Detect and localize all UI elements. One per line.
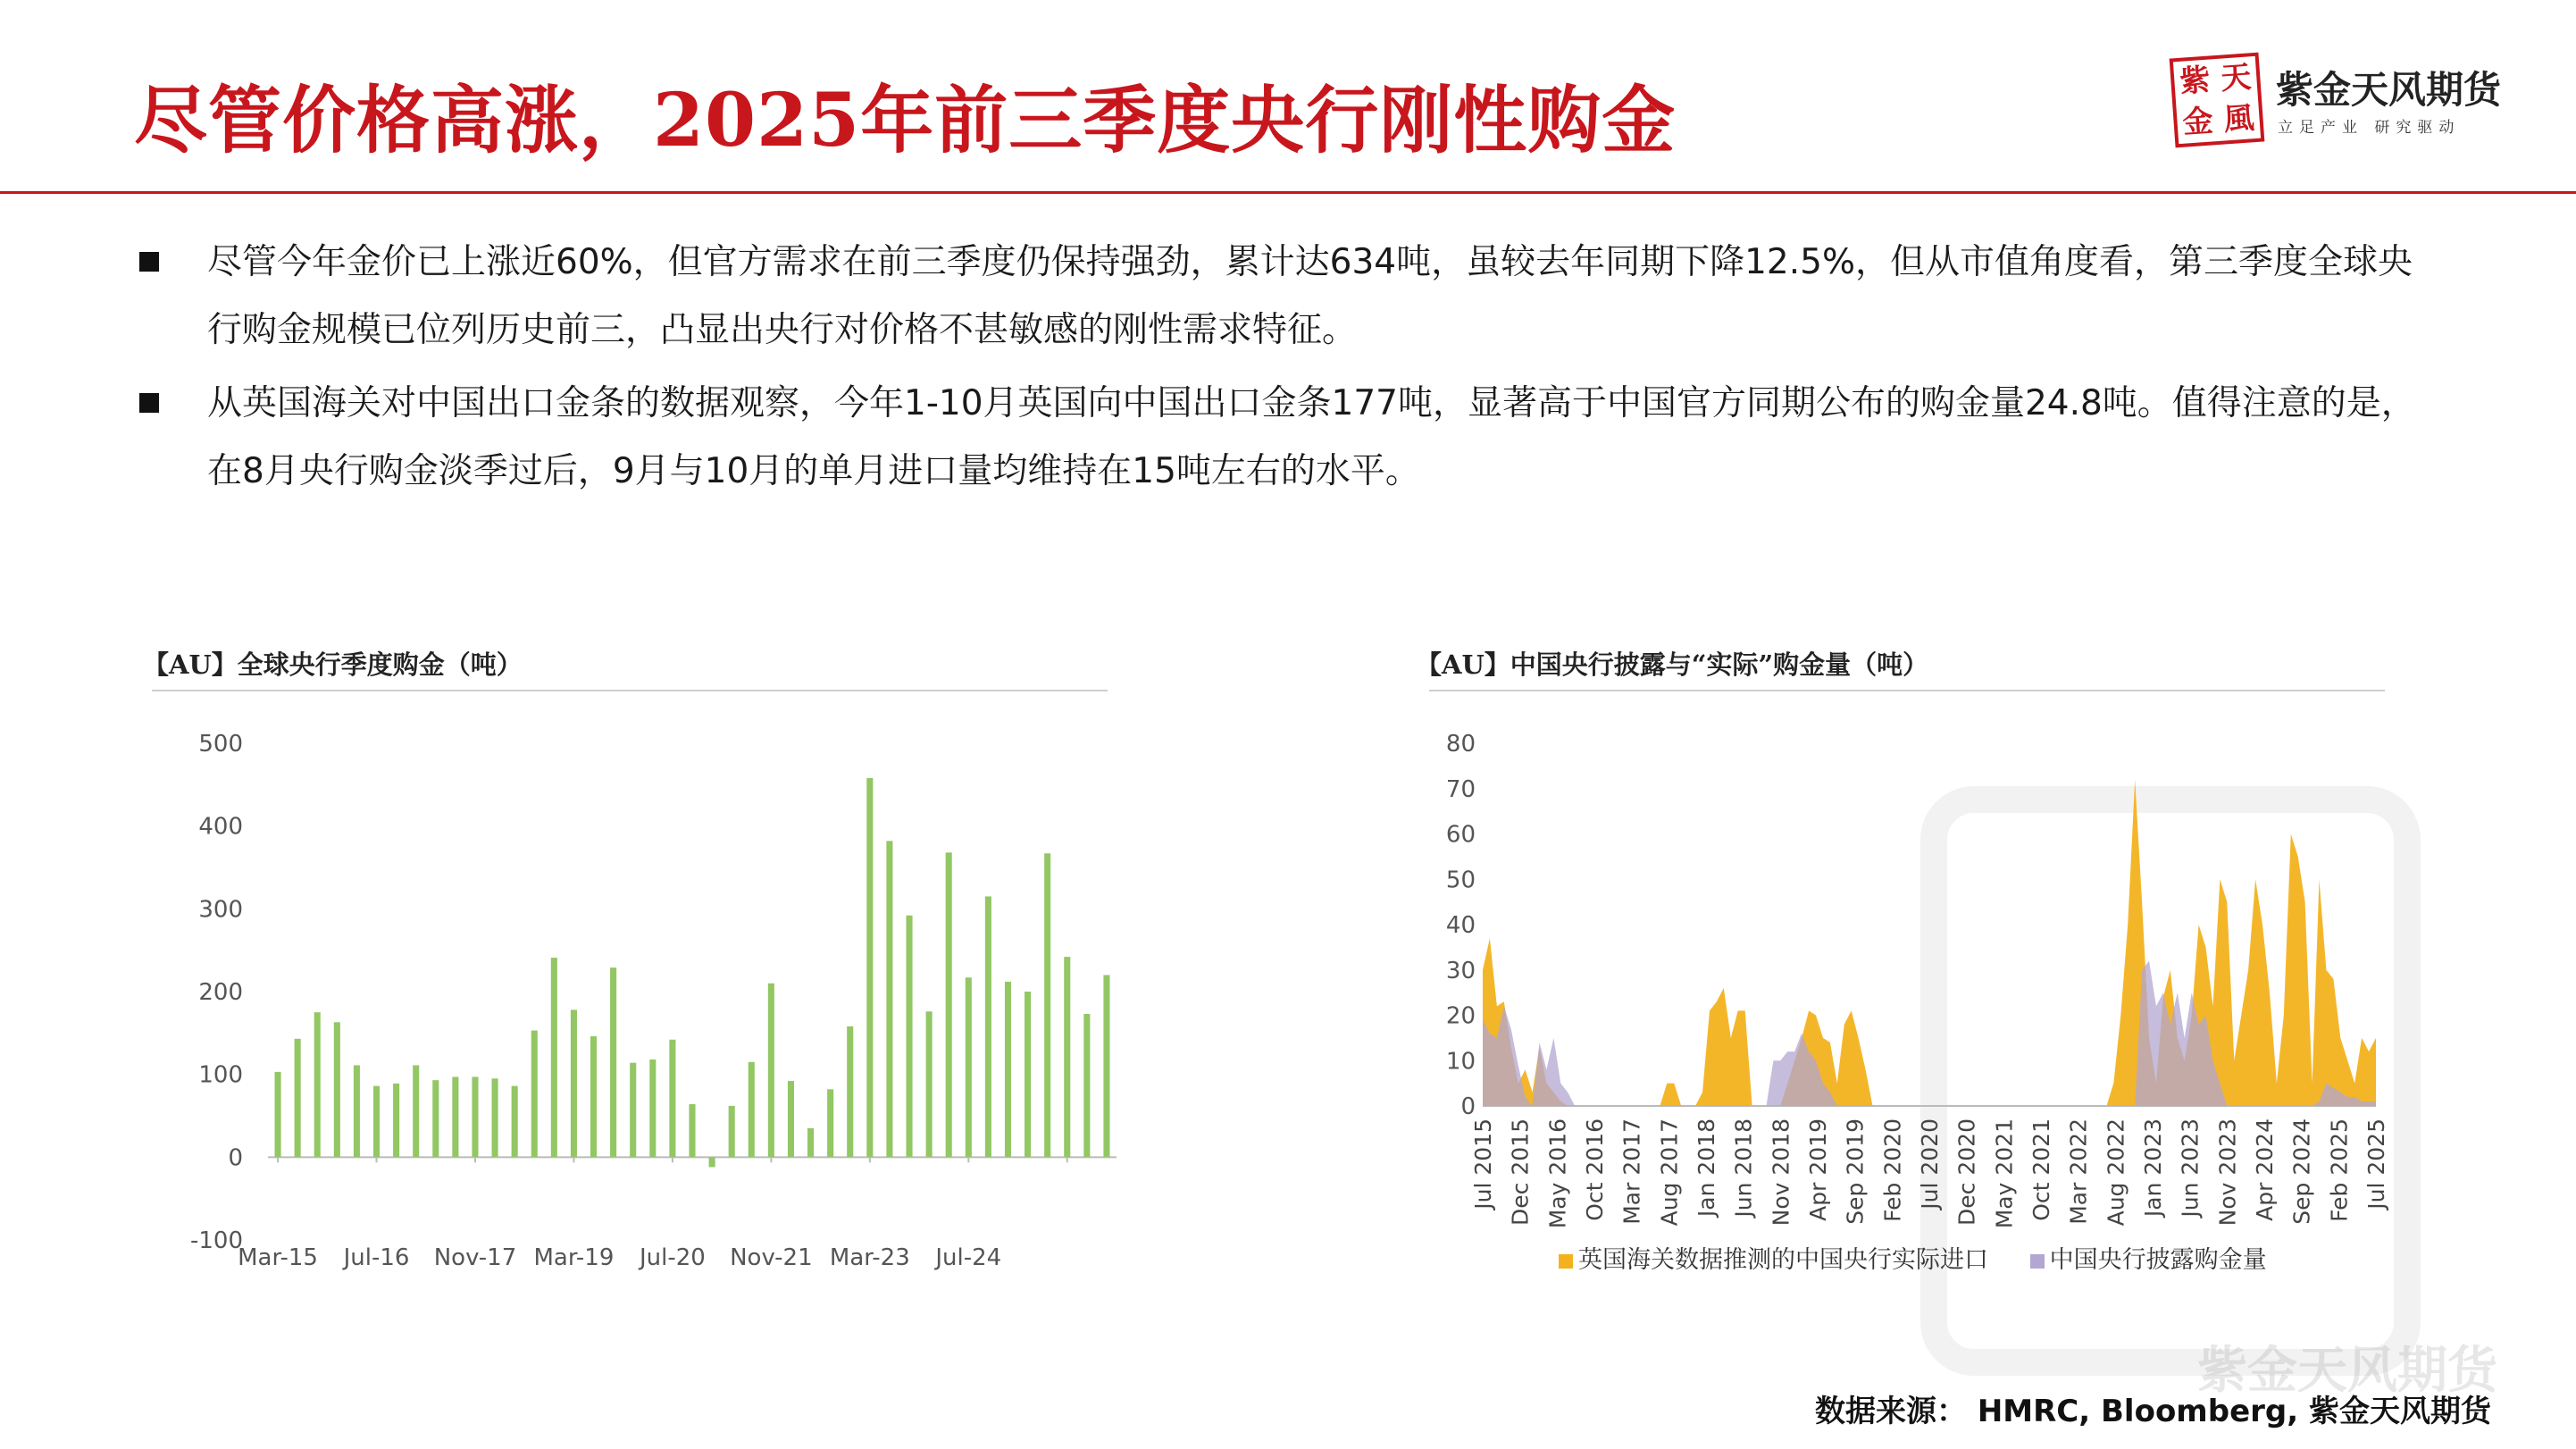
bar [334,1022,340,1157]
bar [807,1128,814,1157]
y-tick-label: 0 [1460,1093,1476,1120]
bar [314,1012,321,1157]
series-area [1483,780,2376,1106]
left-chart-rule [152,690,1108,691]
area-chart [1429,706,2412,1242]
bar [432,1080,439,1157]
x-tick-label: Jun 2023 [2177,1118,2204,1218]
y-tick-label: 0 [228,1144,243,1172]
y-tick-label: 80 [1445,731,1476,758]
watermark-text: 紫金天风期货 [2197,1342,2497,1400]
bar [275,1072,281,1157]
bar [373,1086,380,1158]
x-tick-label: Mar-23 [829,1244,910,1271]
y-tick-label: 30 [1445,957,1476,984]
bar [966,977,972,1157]
bar [590,1036,597,1157]
logo-seal-char: 紫 [2179,62,2212,100]
chart-legend [1559,1240,2301,1275]
y-tick-label: 20 [1445,1002,1476,1030]
bar [571,1009,577,1157]
x-tick-label: Jan 2018 [1694,1118,1719,1218]
bar [1103,975,1109,1157]
bar [610,967,616,1157]
logo-seal-icon [2170,53,2265,148]
bullet-list [134,229,2421,506]
x-tick-label: Dec 2020 [1953,1118,1980,1226]
x-tick-label: Aug 2017 [1656,1118,1683,1227]
x-tick-label: Nov 2018 [1768,1118,1794,1227]
y-tick-label: 10 [1445,1048,1476,1076]
x-tick-label: Nov-17 [433,1244,517,1271]
x-tick-label: Jul 2015 [1470,1118,1496,1210]
bar [729,1106,735,1157]
x-tick-label: Apr 2024 [2252,1118,2278,1221]
logo-seal-char: 天 [2219,59,2253,97]
bullet-text: 从英国海关对中国出口金条的数据观察，今年1-10月英国向中国出口金条177吨，显著高于中国官方同期公布的购金量24.8吨。值得注意的是，在8月央行购金淡季过后，9月与10月的单月进口量均维持在15吨左右的水平。 [207,383,2416,491]
logo-slogan: 立足产业 研究驱动 [2278,119,2461,137]
bar [1064,957,1070,1157]
x-tick-label: Jul-20 [639,1244,706,1271]
x-tick-label: May 2021 [1991,1118,2018,1229]
legend-swatch [2030,1254,2045,1269]
bar [295,1039,301,1158]
bar [354,1065,360,1157]
x-tick-label: Mar 2022 [2065,1118,2092,1225]
bar [1044,853,1050,1157]
x-tick-label: Feb 2020 [1879,1118,1906,1222]
legend-swatch [1559,1254,1573,1269]
bullet-square-icon [139,252,159,272]
bar [886,841,892,1157]
x-tick-label: Feb 2025 [2326,1118,2353,1222]
y-tick-label: 50 [1445,867,1476,894]
x-tick-label: Jul 2025 [2363,1118,2389,1210]
y-tick-label: 400 [198,813,243,841]
x-tick-label: Dec 2015 [1507,1118,1534,1226]
bar [689,1104,695,1157]
bullet-item [134,370,2421,506]
bar [847,1026,853,1157]
x-tick-label: May 2016 [1544,1118,1571,1229]
x-tick-label: Sep 2024 [2288,1118,2315,1225]
bar [866,778,873,1157]
bar [413,1065,419,1157]
bar [827,1089,833,1157]
bar [1005,982,1011,1157]
bar [551,958,557,1157]
bullet-square-icon [139,393,159,413]
bullet-text: 尽管今年金价已上涨近60%，但官方需求在前三季度仍保持强劲，累计达634吨，虽较去年同期下降12.5%，但从市值角度看，第三季度全球央行购金规模已位列历史前三，凸显出央行对价格不甚敏感的刚性需求特征。 [207,242,2413,350]
bar [709,1157,715,1167]
y-tick-label: -100 [189,1227,243,1254]
bar [512,1086,518,1158]
legend-item [1559,1246,1988,1274]
x-tick-label: Apr 2019 [1805,1118,1831,1221]
logo-seal-char: 風 [2222,100,2255,138]
x-tick-label: Mar-15 [238,1244,318,1271]
x-tick-label: Sep 2019 [1842,1118,1869,1225]
bar [906,916,912,1158]
company-logo [2172,55,2547,154]
x-tick-label: Aug 2022 [2103,1118,2129,1227]
y-tick-label: 300 [198,896,243,924]
right-chart-rule [1429,690,2385,691]
x-tick-label: Nov 2023 [2214,1118,2241,1227]
bar [749,1062,755,1158]
left-chart-title: 【AU】全球央行季度购金（吨） [143,649,523,680]
x-tick-label: Jun 2018 [1730,1118,1757,1218]
logo-seal-char: 金 [2181,103,2215,141]
bar [452,1076,458,1157]
bar [393,1084,399,1157]
bar [946,852,952,1157]
bar [669,1040,675,1158]
bullet-item [134,229,2421,364]
logo-name: 紫金天风期货 [2276,68,2502,112]
y-tick-label: 100 [198,1061,243,1089]
x-tick-label: Jan 2023 [2140,1118,2166,1218]
legend-label: 中国央行披露购金量 [2049,1246,2267,1274]
y-tick-label: 40 [1445,912,1476,939]
bar-chart [161,706,1161,1313]
x-tick-label: Oct 2021 [2028,1118,2054,1221]
y-tick-label: 500 [198,731,243,758]
page-title: 尽管价格高涨，2025年前三季度央行刚性购金 [134,78,1677,163]
bar [630,1063,636,1158]
legend-label: 英国海关数据推测的中国央行实际进口 [1578,1246,1988,1274]
y-tick-label: 60 [1445,821,1476,849]
bar [1025,992,1031,1157]
right-chart-title: 【AU】中国央行披露与“实际”购金量（吨） [1416,649,1929,680]
bar [649,1060,656,1157]
x-tick-label: Mar 2017 [1618,1118,1645,1225]
bar [492,1078,498,1157]
y-tick-label: 200 [198,979,243,1006]
title-divider [0,191,2576,194]
bar [985,896,991,1157]
bar [788,1081,794,1157]
legend-item [2030,1246,2267,1274]
x-tick-label: Jul 2020 [1917,1118,1943,1210]
x-tick-label: Mar-19 [533,1244,615,1271]
data-source: 数据来源： HMRC, Bloomberg, 紫金天风期货 [1815,1394,2491,1429]
bar [531,1031,538,1158]
x-tick-label: Jul-16 [343,1244,410,1271]
x-tick-label: Jul-24 [935,1244,1002,1271]
y-tick-label: 70 [1445,775,1476,803]
x-tick-label: Oct 2016 [1582,1118,1608,1221]
x-tick-label: Nov-21 [730,1244,813,1271]
bar [926,1011,933,1157]
bar [768,984,774,1158]
bar [1083,1014,1090,1157]
bar [472,1076,478,1157]
